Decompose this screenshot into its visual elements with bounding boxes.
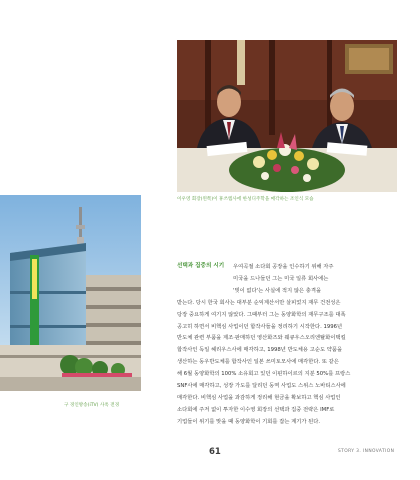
- building-photo-caption: 구 경인방송(iTV) 사옥 전경: [64, 403, 120, 408]
- body-line: '빚이 없다'는 사실에 적지 않은 충격을: [233, 287, 322, 294]
- building-photo: [0, 195, 141, 391]
- body-line: 공고히 하면서 비핵심 사업이던 합작사들을 정리하기 시작한다. 1996년: [177, 323, 343, 330]
- body-line: SNF사에 매각하고, 성장 가도를 달리던 동역 사업도 스위스 노바티스사에: [177, 383, 346, 390]
- body-line: 해 6월 동양화학의 100% 소유회고 있던 이핀하이르의 지분 50%를 프랑스: [177, 371, 351, 378]
- body-line: 미국을 드나들던 그는 미국 일류 회사에는: [233, 275, 329, 282]
- body-line: 합작사인 독일 헤리우스사에 매각하고, 1998년 반도체용 고순도 약품을: [177, 347, 343, 354]
- body-line: 소다회에 주저 없이 투자한 이수영 회장의 선택과 집중 전략은 IMF로: [177, 406, 335, 413]
- body-line: 받는다. 당시 한국 회사는 대부분 순익계산서만 살피었지 재무 건전성은: [177, 299, 341, 306]
- body-line: 기업들이 위기를 맞을 때 동양화학이 기회를 잡는 계기가 된다.: [177, 418, 321, 425]
- body-line: 매각한다. 비핵심 사업을 과감하게 정리해 현금을 확보하고 핵심 사업인: [177, 394, 341, 401]
- signing-photo-caption: 이우영 회장(왼쪽)이 휴쓰엠사에 한성디주학을 매각하는 조인식 모습: [177, 197, 314, 202]
- section-heading: 선택과 집중의 시기: [177, 263, 225, 269]
- signing-ceremony-photo: [177, 40, 397, 192]
- running-title: STORY 3. INNOVATION: [338, 449, 395, 454]
- body-line: 우여곡절 소다회 공장을 인수하기 위해 자주: [233, 264, 334, 270]
- body-line: 반도체 관련 부품을 제조·판매하던 영산화즈와 웨큐우스오리엔탈화이택킬: [177, 335, 346, 342]
- page-number: 61: [209, 447, 221, 457]
- body-line: 당장 중요하게 여기지 않았다. 그때부터 그는 동양화학의 재무구조를 대폭: [177, 311, 346, 318]
- body-line: 생산하는 동우반도체를 합작사인 일본 쓰미토모사에 매각한다. 또 같은: [177, 359, 339, 366]
- body-paragraph: [177, 262, 397, 429]
